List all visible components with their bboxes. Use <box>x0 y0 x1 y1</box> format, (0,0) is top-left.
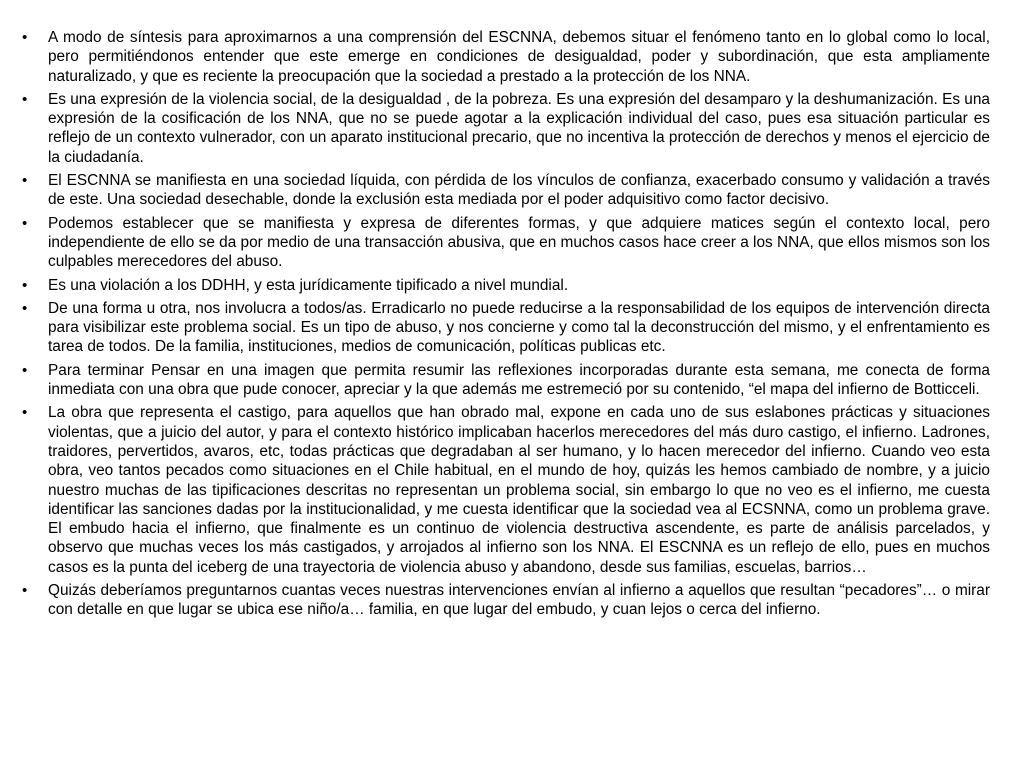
bullet-dot-icon: • <box>22 404 28 422</box>
bullet-text-closing-question: Quizás deberíamos preguntarnos cuantas veces nuestras intervenciones envían al infierno a aquellos que resultan “pecadores”… o mirar con detalle en que lugar se ubica ese niño/a… familia, en que lugar del embudo, y cuan lejos o cerca del infierno. <box>48 582 990 619</box>
bullet-text-social-violence: Es una expresión de la violencia social, de la desigualdad , de la pobreza. Es una expresión del desamparo y la deshumanización. Es una expresión de la cosificación de los NNA, que no se puede agotar a la explicación individual del caso, pues esa situación particular es reflejo de un contexto vulnerador, con un aparato institucional precario, que no incentiva la protección de derechos y menos el ejercicio de la ciudadanía. <box>48 90 990 166</box>
bullet-item <box>22 581 990 620</box>
bullet-dot-icon: • <box>22 214 28 232</box>
bullet-dot-icon: • <box>22 172 28 190</box>
bullet-text-botticelli-intro: Para terminar Pensar en una imagen que permita resumir las reflexiones incorporadas durante esta semana, me conecta de forma inmediata con una obra que pude conocer, apreciar y la que además me estremeció por su contenido, “el mapa del infierno de Botticceli. <box>48 361 990 399</box>
bullet-item <box>22 171 990 210</box>
bullet-dot-icon: • <box>22 299 28 317</box>
bullet-dot-icon: • <box>22 29 28 46</box>
bullet-text-involves-all: De una forma u otra, nos involucra a todos/as. Erradicarlo no puede reducirse a la responsabilidad de los equipos de intervención directa para visibilizar este problema social. Es un tipo de abuso, y nos concierne y como tal la deconstrucción del mismo, y el enfrentamiento es tarea de todos. De la familia, instituciones, medios de comunicación, políticas publicas etc. <box>48 299 990 356</box>
bullet-item <box>22 276 990 295</box>
bullet-item <box>22 403 990 577</box>
bullet-item <box>22 299 990 357</box>
bullet-item <box>22 90 990 167</box>
bullet-item <box>22 214 990 272</box>
bullet-text-botticelli-analysis: La obra que representa el castigo, para aquellos que han obrado mal, expone en cada uno de sus eslabones prácticas y situaciones violentas, que a juicio del autor, y para el contexto histórico implicaban hacerlos merecedores del más duro castigo, el infierno. Ladrones, traidores, pervertidos, avaros, etc, todas prácticas que degradaban al ser humano, y lo hacen merecedor del infierno. Cuando veo esta obra, veo tantos pecados como situaciones en el Chile habitual, en el mundo de hoy, quizás les hemos cambiado de nombre, y a juicio nuestro muchas de las tipificaciones descritas no representan un problema social, sin embargo lo que no veo es el infierno, me cuesta identificar las sanciones dadas por la institucionalidad, y me cuesta identificar que la sociedad vea al ECSNNA, como un problema grave. El embudo hacia el infierno, que finalmente es un continuo de violencia destructiva ascendente, es parte de análisis parcelados, y observo que muchas veces los más castigados, y arrojados al infierno son los NNA. El ESCNNA es un reflejo de ello, pues en muchos casos es la punta del iceberg de una trayectoria de violencia abuso y abandono, desde sus familias, escuelas, barrios… <box>48 404 990 576</box>
bullet-text-ddhh: Es una violación a los DDHH, y esta jurídicamente tipificado a nivel mundial. <box>48 276 569 294</box>
bullet-dot-icon: • <box>22 90 28 108</box>
bullet-dot-icon: • <box>22 361 28 379</box>
bullet-text-synthesis: A modo de síntesis para aproximarnos a una comprensión del ESCNNA, debemos situar el fenómeno tanto en lo global como lo local, pero permitiéndonos entender que este emerge en condiciones de desigualdad, poder y subordinación, que esta ampliamente naturalizado, y que es reciente la preocupación que la sociedad a prestado a la protección de los NNA. <box>48 29 990 85</box>
bullet-item <box>22 28 990 86</box>
bullet-list <box>22 28 990 624</box>
bullet-item <box>22 361 990 400</box>
bullet-text-liquid-society: El ESCNNA se manifiesta en una sociedad líquida, con pérdida de los vínculos de confianza, exacerbado consumo y validación a través de este. Una sociedad desechable, donde la exclusión esta mediada por el poder adquisitivo como factor decisivo. <box>48 172 990 209</box>
bullet-text-forms: Podemos establecer que se manifiesta y expresa de diferentes formas, y que adquiere matices según el contexto local, pero independiente de ello se da por medio de una transacción abusiva, que en muchos casos hace creer a los NNA, que ellos mismos son los culpables merecedores del abuso. <box>48 214 990 271</box>
bullet-dot-icon: • <box>22 582 28 600</box>
bullet-dot-icon: • <box>22 276 28 294</box>
